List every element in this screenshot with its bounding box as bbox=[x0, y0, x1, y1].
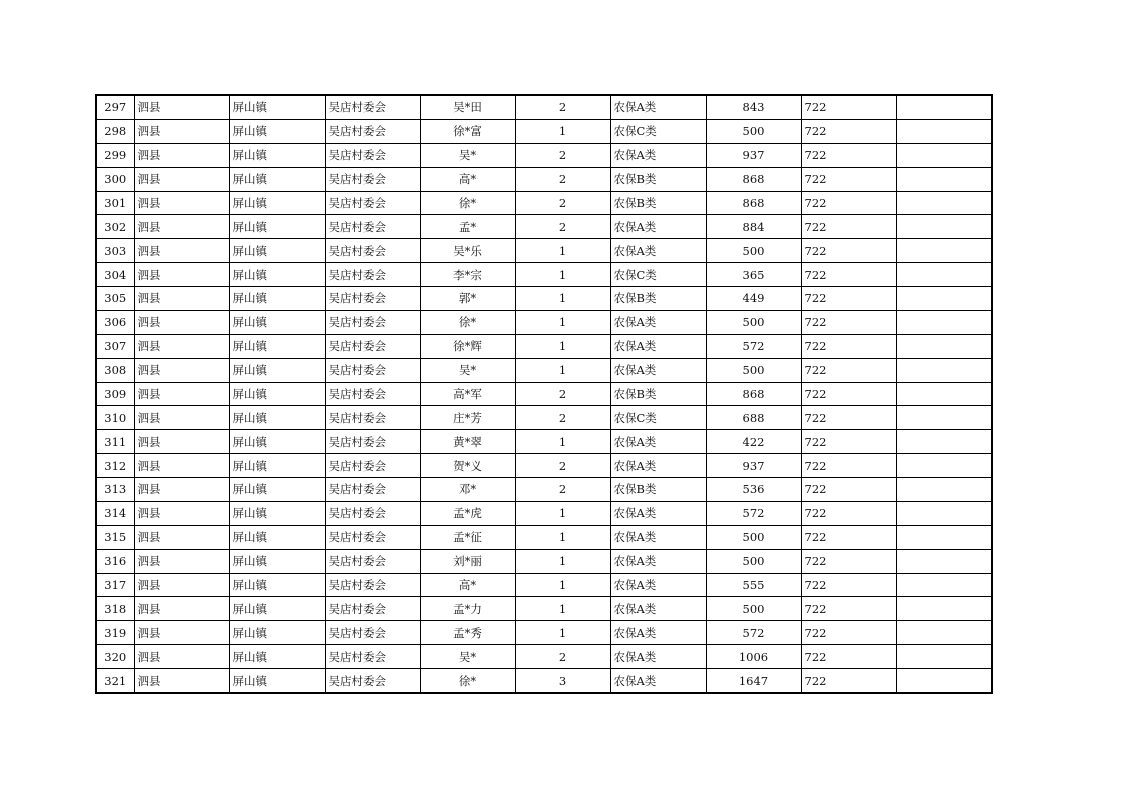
cell-village: 吴店村委会 bbox=[325, 406, 420, 430]
table-row bbox=[96, 215, 992, 239]
cell-village: 吴店村委会 bbox=[325, 143, 420, 167]
cell-no: 304 bbox=[96, 263, 134, 287]
cell-amount: 937 bbox=[706, 454, 801, 478]
cell-name: 邓* bbox=[420, 478, 515, 502]
cell-count: 2 bbox=[515, 95, 610, 119]
cell-category: 农保C类 bbox=[610, 263, 706, 287]
cell-code: 722 bbox=[801, 501, 896, 525]
cell-village: 吴店村委会 bbox=[325, 167, 420, 191]
cell-name: 孟* bbox=[420, 215, 515, 239]
cell-amount: 500 bbox=[706, 525, 801, 549]
cell-category: 农保A类 bbox=[610, 95, 706, 119]
cell-code: 722 bbox=[801, 573, 896, 597]
cell-note bbox=[896, 669, 992, 693]
cell-no: 300 bbox=[96, 167, 134, 191]
data-table bbox=[95, 94, 993, 694]
cell-note bbox=[896, 525, 992, 549]
cell-no: 298 bbox=[96, 119, 134, 143]
cell-town: 屏山镇 bbox=[229, 621, 325, 645]
cell-town: 屏山镇 bbox=[229, 334, 325, 358]
table-row bbox=[96, 645, 992, 669]
cell-count: 2 bbox=[515, 406, 610, 430]
cell-count: 1 bbox=[515, 430, 610, 454]
cell-no: 308 bbox=[96, 358, 134, 382]
cell-town: 屏山镇 bbox=[229, 191, 325, 215]
cell-county: 泗县 bbox=[134, 382, 229, 406]
cell-village: 吴店村委会 bbox=[325, 621, 420, 645]
cell-county: 泗县 bbox=[134, 191, 229, 215]
table-row bbox=[96, 143, 992, 167]
cell-name: 孟*力 bbox=[420, 597, 515, 621]
cell-name: 孟*征 bbox=[420, 525, 515, 549]
cell-category: 农保A类 bbox=[610, 525, 706, 549]
cell-count: 1 bbox=[515, 239, 610, 263]
cell-category: 农保A类 bbox=[610, 549, 706, 573]
cell-code: 722 bbox=[801, 95, 896, 119]
cell-village: 吴店村委会 bbox=[325, 478, 420, 502]
table-row bbox=[96, 334, 992, 358]
cell-county: 泗县 bbox=[134, 239, 229, 263]
cell-town: 屏山镇 bbox=[229, 382, 325, 406]
cell-code: 722 bbox=[801, 215, 896, 239]
cell-code: 722 bbox=[801, 143, 896, 167]
cell-amount: 1006 bbox=[706, 645, 801, 669]
cell-town: 屏山镇 bbox=[229, 358, 325, 382]
cell-no: 301 bbox=[96, 191, 134, 215]
cell-note bbox=[896, 621, 992, 645]
cell-note bbox=[896, 430, 992, 454]
cell-no: 297 bbox=[96, 95, 134, 119]
cell-count: 2 bbox=[515, 167, 610, 191]
cell-category: 农保A类 bbox=[610, 430, 706, 454]
cell-note bbox=[896, 406, 992, 430]
cell-village: 吴店村委会 bbox=[325, 191, 420, 215]
cell-code: 722 bbox=[801, 310, 896, 334]
cell-village: 吴店村委会 bbox=[325, 358, 420, 382]
cell-town: 屏山镇 bbox=[229, 645, 325, 669]
cell-town: 屏山镇 bbox=[229, 549, 325, 573]
cell-amount: 1647 bbox=[706, 669, 801, 693]
cell-no: 302 bbox=[96, 215, 134, 239]
cell-note bbox=[896, 382, 992, 406]
cell-name: 吴*田 bbox=[420, 95, 515, 119]
cell-code: 722 bbox=[801, 478, 896, 502]
table-row bbox=[96, 454, 992, 478]
cell-count: 1 bbox=[515, 287, 610, 311]
table-row bbox=[96, 191, 992, 215]
cell-amount: 868 bbox=[706, 382, 801, 406]
cell-county: 泗县 bbox=[134, 143, 229, 167]
cell-count: 2 bbox=[515, 191, 610, 215]
cell-count: 1 bbox=[515, 263, 610, 287]
table-row bbox=[96, 119, 992, 143]
cell-name: 高*军 bbox=[420, 382, 515, 406]
cell-count: 1 bbox=[515, 334, 610, 358]
cell-name: 高* bbox=[420, 167, 515, 191]
table-row bbox=[96, 382, 992, 406]
cell-category: 农保B类 bbox=[610, 382, 706, 406]
cell-no: 313 bbox=[96, 478, 134, 502]
cell-code: 722 bbox=[801, 525, 896, 549]
cell-amount: 500 bbox=[706, 597, 801, 621]
cell-name: 徐*辉 bbox=[420, 334, 515, 358]
cell-village: 吴店村委会 bbox=[325, 239, 420, 263]
cell-no: 305 bbox=[96, 287, 134, 311]
cell-code: 722 bbox=[801, 406, 896, 430]
cell-code: 722 bbox=[801, 287, 896, 311]
cell-village: 吴店村委会 bbox=[325, 597, 420, 621]
cell-county: 泗县 bbox=[134, 215, 229, 239]
cell-town: 屏山镇 bbox=[229, 501, 325, 525]
cell-county: 泗县 bbox=[134, 645, 229, 669]
cell-note bbox=[896, 334, 992, 358]
cell-county: 泗县 bbox=[134, 501, 229, 525]
cell-count: 2 bbox=[515, 382, 610, 406]
cell-category: 农保A类 bbox=[610, 358, 706, 382]
cell-note bbox=[896, 119, 992, 143]
cell-amount: 449 bbox=[706, 287, 801, 311]
table-row bbox=[96, 597, 992, 621]
cell-no: 319 bbox=[96, 621, 134, 645]
cell-count: 2 bbox=[515, 645, 610, 669]
cell-note bbox=[896, 143, 992, 167]
cell-category: 农保C类 bbox=[610, 119, 706, 143]
cell-name: 孟*虎 bbox=[420, 501, 515, 525]
cell-amount: 688 bbox=[706, 406, 801, 430]
cell-village: 吴店村委会 bbox=[325, 549, 420, 573]
cell-count: 2 bbox=[515, 143, 610, 167]
cell-name: 徐* bbox=[420, 669, 515, 693]
cell-count: 2 bbox=[515, 454, 610, 478]
cell-amount: 572 bbox=[706, 501, 801, 525]
cell-code: 722 bbox=[801, 119, 896, 143]
cell-code: 722 bbox=[801, 549, 896, 573]
cell-town: 屏山镇 bbox=[229, 287, 325, 311]
cell-county: 泗县 bbox=[134, 573, 229, 597]
cell-count: 2 bbox=[515, 215, 610, 239]
cell-category: 农保B类 bbox=[610, 191, 706, 215]
cell-category: 农保B类 bbox=[610, 287, 706, 311]
cell-no: 310 bbox=[96, 406, 134, 430]
cell-county: 泗县 bbox=[134, 119, 229, 143]
cell-no: 306 bbox=[96, 310, 134, 334]
cell-note bbox=[896, 215, 992, 239]
cell-note bbox=[896, 358, 992, 382]
cell-code: 722 bbox=[801, 382, 896, 406]
cell-no: 317 bbox=[96, 573, 134, 597]
cell-name: 吴*乐 bbox=[420, 239, 515, 263]
cell-village: 吴店村委会 bbox=[325, 334, 420, 358]
cell-amount: 572 bbox=[706, 334, 801, 358]
cell-note bbox=[896, 573, 992, 597]
cell-town: 屏山镇 bbox=[229, 239, 325, 263]
cell-no: 303 bbox=[96, 239, 134, 263]
cell-amount: 868 bbox=[706, 191, 801, 215]
cell-town: 屏山镇 bbox=[229, 573, 325, 597]
cell-name: 孟*秀 bbox=[420, 621, 515, 645]
cell-village: 吴店村委会 bbox=[325, 669, 420, 693]
cell-village: 吴店村委会 bbox=[325, 287, 420, 311]
cell-count: 1 bbox=[515, 310, 610, 334]
cell-code: 722 bbox=[801, 430, 896, 454]
table-row bbox=[96, 95, 992, 119]
cell-no: 307 bbox=[96, 334, 134, 358]
cell-no: 316 bbox=[96, 549, 134, 573]
cell-village: 吴店村委会 bbox=[325, 263, 420, 287]
cell-town: 屏山镇 bbox=[229, 478, 325, 502]
table-row bbox=[96, 478, 992, 502]
cell-county: 泗县 bbox=[134, 334, 229, 358]
cell-amount: 884 bbox=[706, 215, 801, 239]
table-row bbox=[96, 239, 992, 263]
cell-note bbox=[896, 239, 992, 263]
cell-note bbox=[896, 549, 992, 573]
cell-note bbox=[896, 597, 992, 621]
cell-county: 泗县 bbox=[134, 287, 229, 311]
cell-name: 郭* bbox=[420, 287, 515, 311]
cell-county: 泗县 bbox=[134, 669, 229, 693]
cell-code: 722 bbox=[801, 597, 896, 621]
cell-code: 722 bbox=[801, 669, 896, 693]
cell-name: 贺*义 bbox=[420, 454, 515, 478]
cell-amount: 500 bbox=[706, 310, 801, 334]
cell-category: 农保A类 bbox=[610, 669, 706, 693]
cell-amount: 937 bbox=[706, 143, 801, 167]
cell-village: 吴店村委会 bbox=[325, 573, 420, 597]
cell-code: 722 bbox=[801, 621, 896, 645]
table-body bbox=[96, 95, 992, 693]
cell-name: 徐* bbox=[420, 310, 515, 334]
table-row bbox=[96, 310, 992, 334]
cell-name: 刘*丽 bbox=[420, 549, 515, 573]
cell-code: 722 bbox=[801, 263, 896, 287]
cell-amount: 536 bbox=[706, 478, 801, 502]
cell-amount: 843 bbox=[706, 95, 801, 119]
cell-name: 高* bbox=[420, 573, 515, 597]
cell-count: 3 bbox=[515, 669, 610, 693]
cell-name: 李*宗 bbox=[420, 263, 515, 287]
cell-count: 1 bbox=[515, 358, 610, 382]
cell-county: 泗县 bbox=[134, 549, 229, 573]
cell-village: 吴店村委会 bbox=[325, 525, 420, 549]
cell-no: 318 bbox=[96, 597, 134, 621]
cell-code: 722 bbox=[801, 334, 896, 358]
cell-village: 吴店村委会 bbox=[325, 430, 420, 454]
cell-code: 722 bbox=[801, 239, 896, 263]
cell-village: 吴店村委会 bbox=[325, 501, 420, 525]
cell-village: 吴店村委会 bbox=[325, 645, 420, 669]
cell-category: 农保B类 bbox=[610, 167, 706, 191]
cell-name: 吴* bbox=[420, 143, 515, 167]
cell-note bbox=[896, 645, 992, 669]
cell-amount: 572 bbox=[706, 621, 801, 645]
table-row bbox=[96, 430, 992, 454]
cell-name: 徐* bbox=[420, 191, 515, 215]
cell-amount: 500 bbox=[706, 119, 801, 143]
cell-name: 徐*富 bbox=[420, 119, 515, 143]
cell-town: 屏山镇 bbox=[229, 430, 325, 454]
table-row bbox=[96, 263, 992, 287]
cell-amount: 500 bbox=[706, 239, 801, 263]
cell-no: 314 bbox=[96, 501, 134, 525]
cell-category: 农保A类 bbox=[610, 215, 706, 239]
cell-town: 屏山镇 bbox=[229, 597, 325, 621]
cell-amount: 422 bbox=[706, 430, 801, 454]
cell-name: 庄*芳 bbox=[420, 406, 515, 430]
table-row bbox=[96, 287, 992, 311]
cell-town: 屏山镇 bbox=[229, 669, 325, 693]
cell-count: 1 bbox=[515, 621, 610, 645]
table-row bbox=[96, 621, 992, 645]
cell-no: 309 bbox=[96, 382, 134, 406]
cell-town: 屏山镇 bbox=[229, 310, 325, 334]
cell-county: 泗县 bbox=[134, 525, 229, 549]
cell-category: 农保A类 bbox=[610, 239, 706, 263]
cell-category: 农保A类 bbox=[610, 310, 706, 334]
cell-town: 屏山镇 bbox=[229, 119, 325, 143]
cell-village: 吴店村委会 bbox=[325, 454, 420, 478]
cell-amount: 500 bbox=[706, 358, 801, 382]
cell-category: 农保A类 bbox=[610, 645, 706, 669]
table-row bbox=[96, 406, 992, 430]
cell-county: 泗县 bbox=[134, 358, 229, 382]
cell-category: 农保A类 bbox=[610, 334, 706, 358]
cell-category: 农保A类 bbox=[610, 143, 706, 167]
cell-category: 农保C类 bbox=[610, 406, 706, 430]
cell-county: 泗县 bbox=[134, 167, 229, 191]
cell-category: 农保A类 bbox=[610, 621, 706, 645]
cell-no: 315 bbox=[96, 525, 134, 549]
cell-count: 1 bbox=[515, 549, 610, 573]
table-row bbox=[96, 358, 992, 382]
cell-note bbox=[896, 167, 992, 191]
cell-category: 农保B类 bbox=[610, 478, 706, 502]
cell-amount: 500 bbox=[706, 549, 801, 573]
cell-code: 722 bbox=[801, 454, 896, 478]
cell-count: 1 bbox=[515, 573, 610, 597]
cell-name: 黄*翠 bbox=[420, 430, 515, 454]
cell-village: 吴店村委会 bbox=[325, 215, 420, 239]
table-row bbox=[96, 573, 992, 597]
cell-name: 吴* bbox=[420, 358, 515, 382]
cell-amount: 555 bbox=[706, 573, 801, 597]
cell-note bbox=[896, 501, 992, 525]
table-row bbox=[96, 167, 992, 191]
cell-town: 屏山镇 bbox=[229, 167, 325, 191]
cell-note bbox=[896, 478, 992, 502]
cell-count: 1 bbox=[515, 119, 610, 143]
cell-no: 321 bbox=[96, 669, 134, 693]
cell-category: 农保A类 bbox=[610, 454, 706, 478]
cell-note bbox=[896, 454, 992, 478]
cell-count: 1 bbox=[515, 501, 610, 525]
cell-town: 屏山镇 bbox=[229, 263, 325, 287]
cell-county: 泗县 bbox=[134, 478, 229, 502]
cell-count: 2 bbox=[515, 478, 610, 502]
cell-no: 311 bbox=[96, 430, 134, 454]
cell-count: 1 bbox=[515, 525, 610, 549]
cell-category: 农保A类 bbox=[610, 597, 706, 621]
cell-county: 泗县 bbox=[134, 454, 229, 478]
table-row bbox=[96, 525, 992, 549]
table-row bbox=[96, 501, 992, 525]
cell-code: 722 bbox=[801, 167, 896, 191]
cell-village: 吴店村委会 bbox=[325, 382, 420, 406]
cell-county: 泗县 bbox=[134, 621, 229, 645]
cell-amount: 868 bbox=[706, 167, 801, 191]
cell-count: 1 bbox=[515, 597, 610, 621]
cell-category: 农保A类 bbox=[610, 501, 706, 525]
cell-county: 泗县 bbox=[134, 95, 229, 119]
cell-county: 泗县 bbox=[134, 430, 229, 454]
cell-county: 泗县 bbox=[134, 406, 229, 430]
cell-county: 泗县 bbox=[134, 597, 229, 621]
cell-town: 屏山镇 bbox=[229, 143, 325, 167]
cell-name: 吴* bbox=[420, 645, 515, 669]
cell-no: 299 bbox=[96, 143, 134, 167]
cell-town: 屏山镇 bbox=[229, 406, 325, 430]
table-row bbox=[96, 549, 992, 573]
cell-code: 722 bbox=[801, 191, 896, 215]
table-row bbox=[96, 669, 992, 693]
cell-village: 吴店村委会 bbox=[325, 310, 420, 334]
cell-amount: 365 bbox=[706, 263, 801, 287]
cell-code: 722 bbox=[801, 645, 896, 669]
cell-note bbox=[896, 191, 992, 215]
cell-county: 泗县 bbox=[134, 263, 229, 287]
cell-county: 泗县 bbox=[134, 310, 229, 334]
cell-town: 屏山镇 bbox=[229, 95, 325, 119]
cell-town: 屏山镇 bbox=[229, 454, 325, 478]
cell-category: 农保A类 bbox=[610, 573, 706, 597]
cell-note bbox=[896, 310, 992, 334]
cell-village: 吴店村委会 bbox=[325, 119, 420, 143]
cell-no: 312 bbox=[96, 454, 134, 478]
cell-village: 吴店村委会 bbox=[325, 95, 420, 119]
cell-town: 屏山镇 bbox=[229, 215, 325, 239]
cell-code: 722 bbox=[801, 358, 896, 382]
cell-town: 屏山镇 bbox=[229, 525, 325, 549]
cell-note bbox=[896, 287, 992, 311]
cell-no: 320 bbox=[96, 645, 134, 669]
cell-note bbox=[896, 95, 992, 119]
cell-note bbox=[896, 263, 992, 287]
